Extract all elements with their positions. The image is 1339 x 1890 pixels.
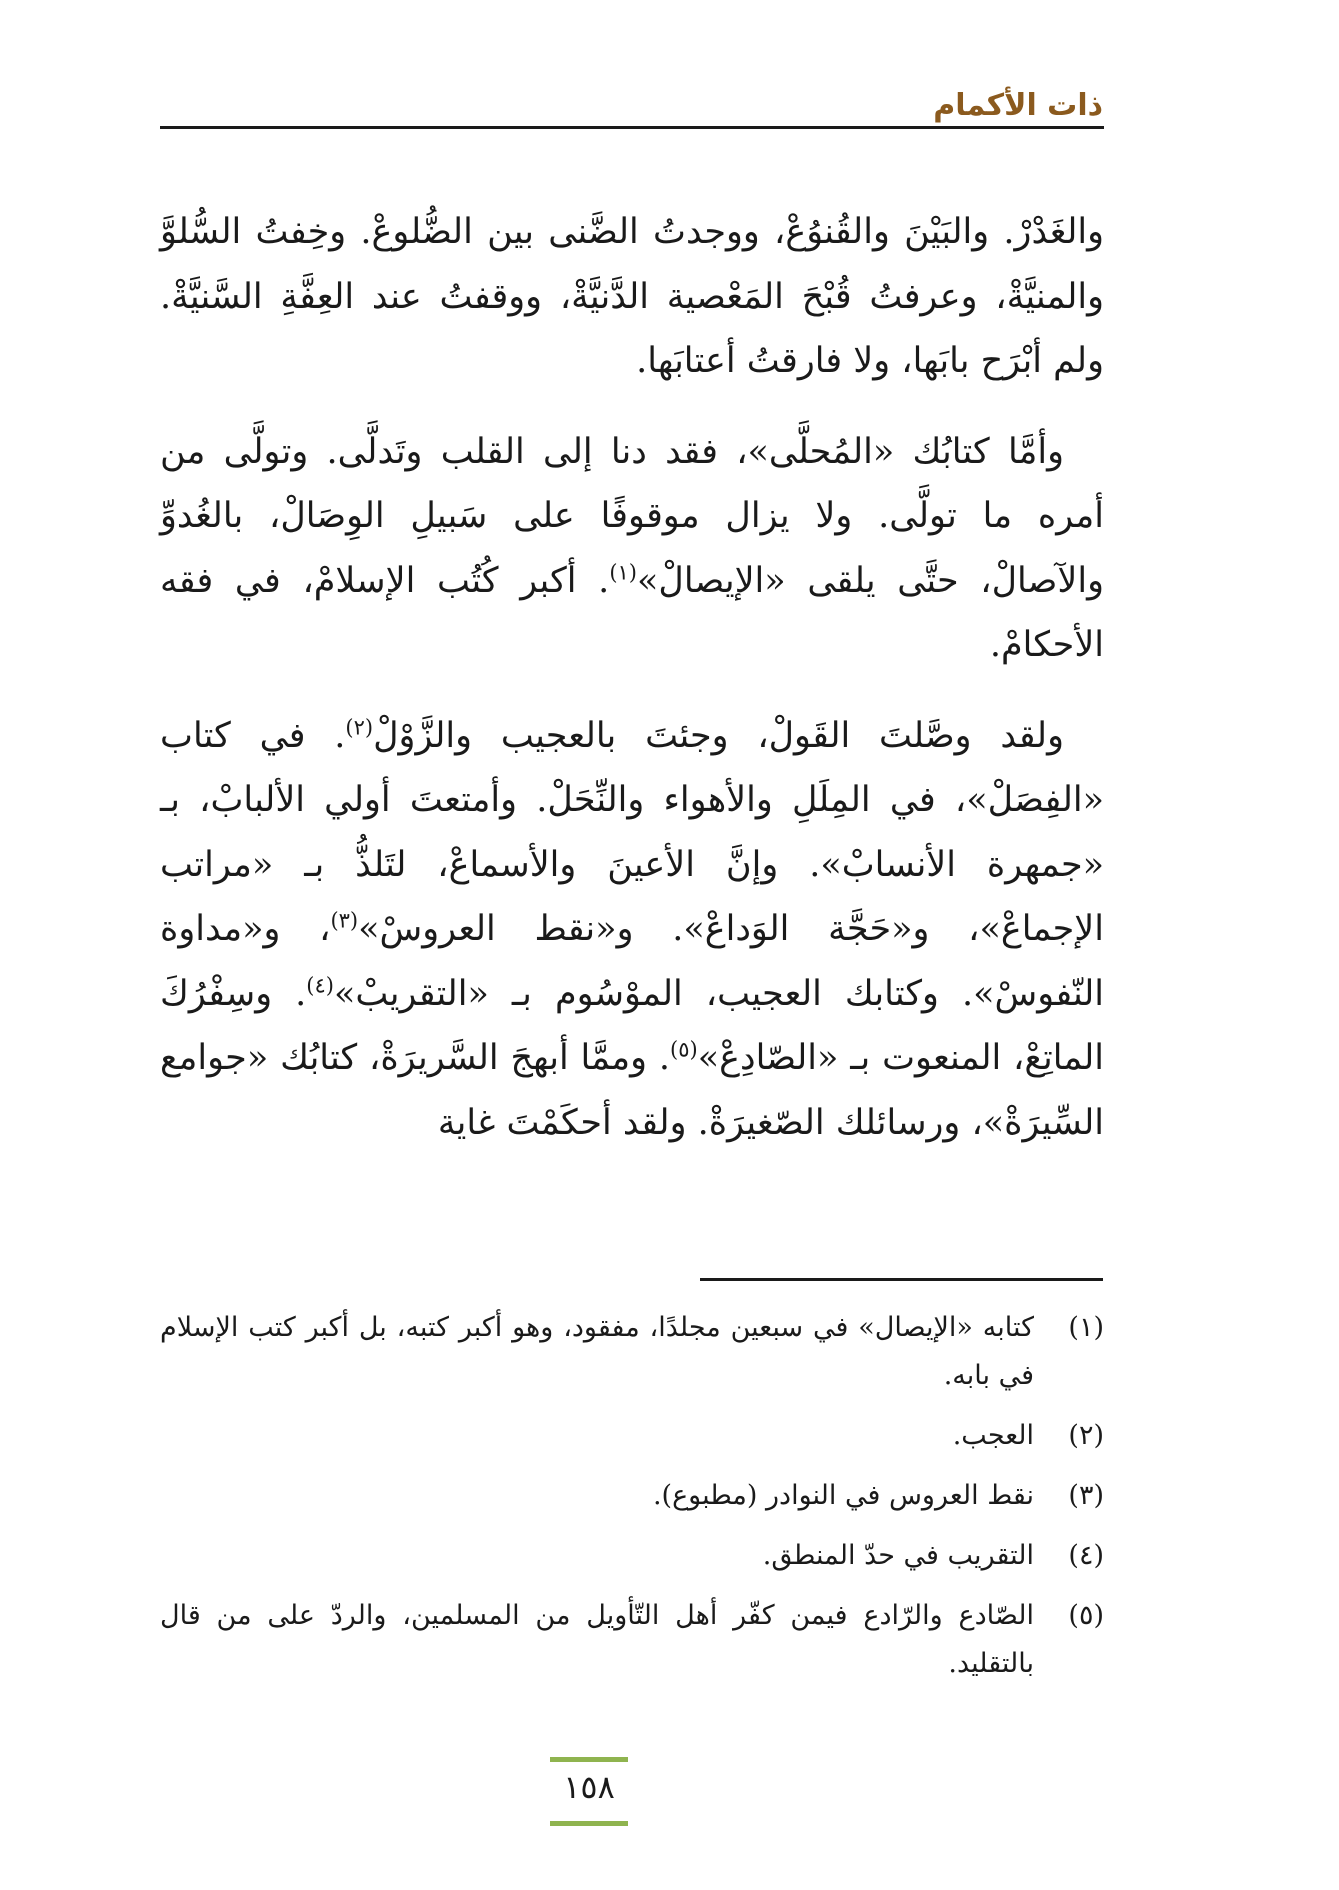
footnote-ref-3[interactable]: (٣) <box>330 908 359 933</box>
footnote-2 <box>160 1412 1104 1460</box>
footnote-ref-4[interactable]: (٤) <box>306 972 334 997</box>
paragraph-1 <box>160 200 1104 394</box>
footnote-number: (١) <box>1068 1312 1104 1343</box>
paragraph-2 <box>160 420 1104 678</box>
page-number-bar-bottom <box>550 1821 628 1826</box>
footnote-number: (٣) <box>1068 1480 1104 1511</box>
paragraph-3 <box>160 704 1104 1156</box>
footnote-text: كتابه «الإيصال» في سبعين مجلدًا، مفقود، وهو أكبر كتبه، بل أكبر كتب الإسلام في بابه. <box>160 1312 1034 1391</box>
footnote-text: الصّادع والرّادع فيمن كفّر أهل التّأويل من المسلمين، والردّ على من قال بالتقليد. <box>160 1600 1034 1679</box>
paragraph-1-text: والغَدْرْ. والبَيْنَ والقُنوُعْ، ووجدتُ الضَّنى بين الضُّلوعْ. وخِفتُ السُّلوَّ والمنيَّةْ، وعرفتُ قُبْحَ المَعْصية الدَّنيَّةْ، ووقفتُ عند العِفَّةِ السَّنيَّةْ. ولم أبْرَح بابَها، ولا فارقتُ أعتابَها. <box>160 212 1104 381</box>
footnote-number: (٥) <box>1068 1600 1104 1631</box>
paragraph-3-text-after-2: ، و«مداوة النّفوسْ». وكتابك العجيب، الموْسُوم بـ «التقريبْ» <box>160 909 1104 1014</box>
footnote-text: نقط العروس في النوادر (مطبوع). <box>652 1480 1034 1511</box>
paragraph-2-text: وأمَّا كتابُك «المُحلَّى»، فقد دنا إلى القلب وتَدلَّى. وتولَّى من أمره ما تولَّى. ولا يزال موقوفًا على سَبيلِ الوِصَالْ، بالغُدوِّ والآصالْ، حتَّى يلقى «الإيصالْ» <box>160 431 1104 601</box>
footnote-separator <box>700 1278 1103 1281</box>
paragraph-3-text-after-3: . وسِفْرُكَ الماتِعْ، المنعوت بـ «الصّادِعْ» <box>160 973 1105 1078</box>
footnote-text: العجب. <box>952 1420 1034 1451</box>
footnote-ref-5[interactable]: (٥) <box>670 1037 698 1062</box>
running-header-title: ذات الأكمام <box>933 88 1103 123</box>
footnote-4 <box>160 1532 1104 1580</box>
paragraph-3-text-after-4: . وممَّا أبهجَ السَّريرَةْ، كتابُك «جوامع السِّيرَةْ»، ورسائلك الصّغيرَةْ. ولقد أحكَمْتَ غاية <box>160 1038 1104 1143</box>
page-number: ١٥٨ <box>563 1768 615 1806</box>
footnote-1 <box>160 1304 1104 1400</box>
footnote-ref-2[interactable]: (٢) <box>345 714 374 739</box>
paragraph-3-text-after: . في كتاب «الفِصَلْ»، في المِلَلِ والأهواء والنِّحَلْ. وأمتعتَ أولي الألبابْ، بـ «جمهرة الأنسابْ». وإنَّ الأعينَ والأسماعْ، لتَلذُّ بـ «مراتب الإجماعْ»، و«حَجَّة الوَداعْ». و«نقط العروسْ» <box>160 715 1104 949</box>
footnote-number: (٤) <box>1068 1540 1104 1571</box>
paragraph-2-text-after: . أكبر كُتُب الإسلامْ، في فقه الأحكامْ. <box>160 560 1104 665</box>
footnote-ref-1[interactable]: (١) <box>609 559 637 584</box>
paragraph-3-text: ولقد وصَّلتَ القَولْ، وجئتَ بالعجيب والزَّوْلْ <box>373 715 1064 756</box>
footnote-5 <box>160 1592 1104 1688</box>
page-number-bar-top <box>550 1757 628 1762</box>
footnotes <box>160 1304 1104 1700</box>
header-rule <box>160 126 1104 129</box>
footnote-number: (٢) <box>1068 1420 1104 1451</box>
footnote-3 <box>160 1472 1104 1520</box>
main-text <box>160 200 1104 1181</box>
footnote-text: التقريب في حدّ المنطق. <box>762 1540 1034 1571</box>
